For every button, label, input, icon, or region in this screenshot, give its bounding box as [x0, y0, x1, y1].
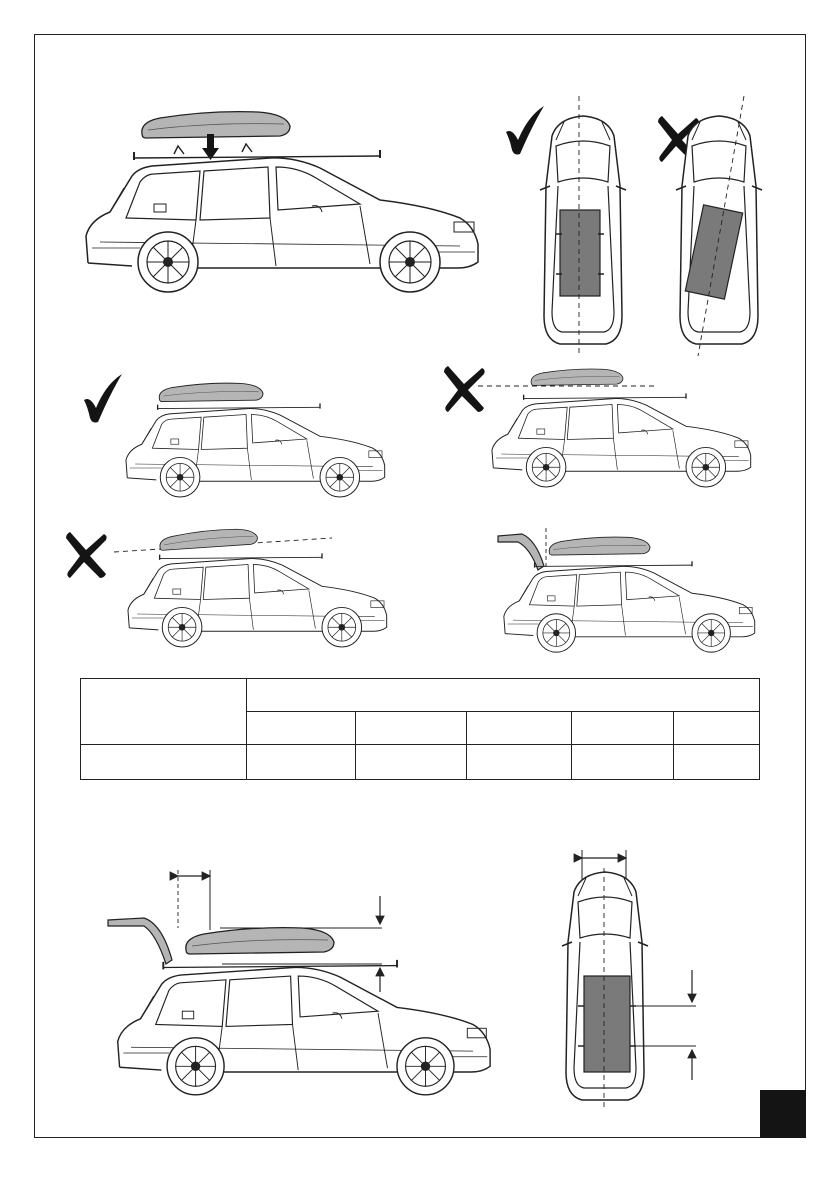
open-tailgate — [108, 918, 172, 964]
figure-side-view-too-high — [440, 360, 760, 490]
table-subheader-1 — [247, 712, 356, 745]
check-mark-icon — [84, 374, 122, 423]
table-subheader-2 — [356, 712, 467, 745]
check-mark-icon — [506, 106, 544, 155]
figure-side-view-level — [78, 364, 398, 494]
page-corner-tab — [760, 1090, 806, 1138]
roof-box — [549, 537, 650, 555]
roof-box — [531, 369, 623, 385]
car-side-view — [126, 403, 385, 497]
car-side-view — [504, 561, 755, 652]
cross-mark-icon — [66, 532, 107, 578]
car-side-view — [86, 150, 478, 292]
specification-table — [80, 678, 760, 780]
open-tailgate — [498, 534, 544, 570]
table-cell — [572, 745, 674, 780]
car-side-view — [118, 960, 490, 1095]
table-subheader-5 — [674, 712, 760, 745]
roof-box — [186, 928, 334, 954]
roof-box — [159, 528, 258, 551]
figure-top-view-skewed — [654, 94, 774, 356]
car-side-view — [128, 553, 387, 647]
table-header-group — [247, 679, 760, 712]
down-arrow-icon — [202, 134, 219, 160]
figure-side-view-dimensions — [104, 868, 504, 1092]
roof-box — [142, 112, 290, 138]
table-row-label — [81, 745, 247, 780]
table-cell — [467, 745, 572, 780]
table-cell — [247, 745, 356, 780]
roof-box — [159, 383, 263, 401]
figure-side-view-tailgate-clearance — [496, 526, 766, 652]
roof-box-top — [584, 976, 630, 1072]
car-side-view — [492, 393, 751, 487]
table-cell — [356, 745, 467, 780]
cross-mark-icon — [444, 366, 485, 412]
figure-mounting — [78, 108, 483, 288]
table-cell — [674, 745, 760, 780]
figure-top-view-dimensions — [548, 846, 708, 1108]
table-header-label — [81, 679, 247, 745]
dimension-arrow-icon — [178, 870, 210, 930]
roof-box-top — [560, 210, 600, 296]
table-subheader-4 — [572, 712, 674, 745]
table-subheader-3 — [467, 712, 572, 745]
figure-side-view-tilted — [62, 522, 392, 634]
figure-top-view-centered — [500, 94, 640, 356]
